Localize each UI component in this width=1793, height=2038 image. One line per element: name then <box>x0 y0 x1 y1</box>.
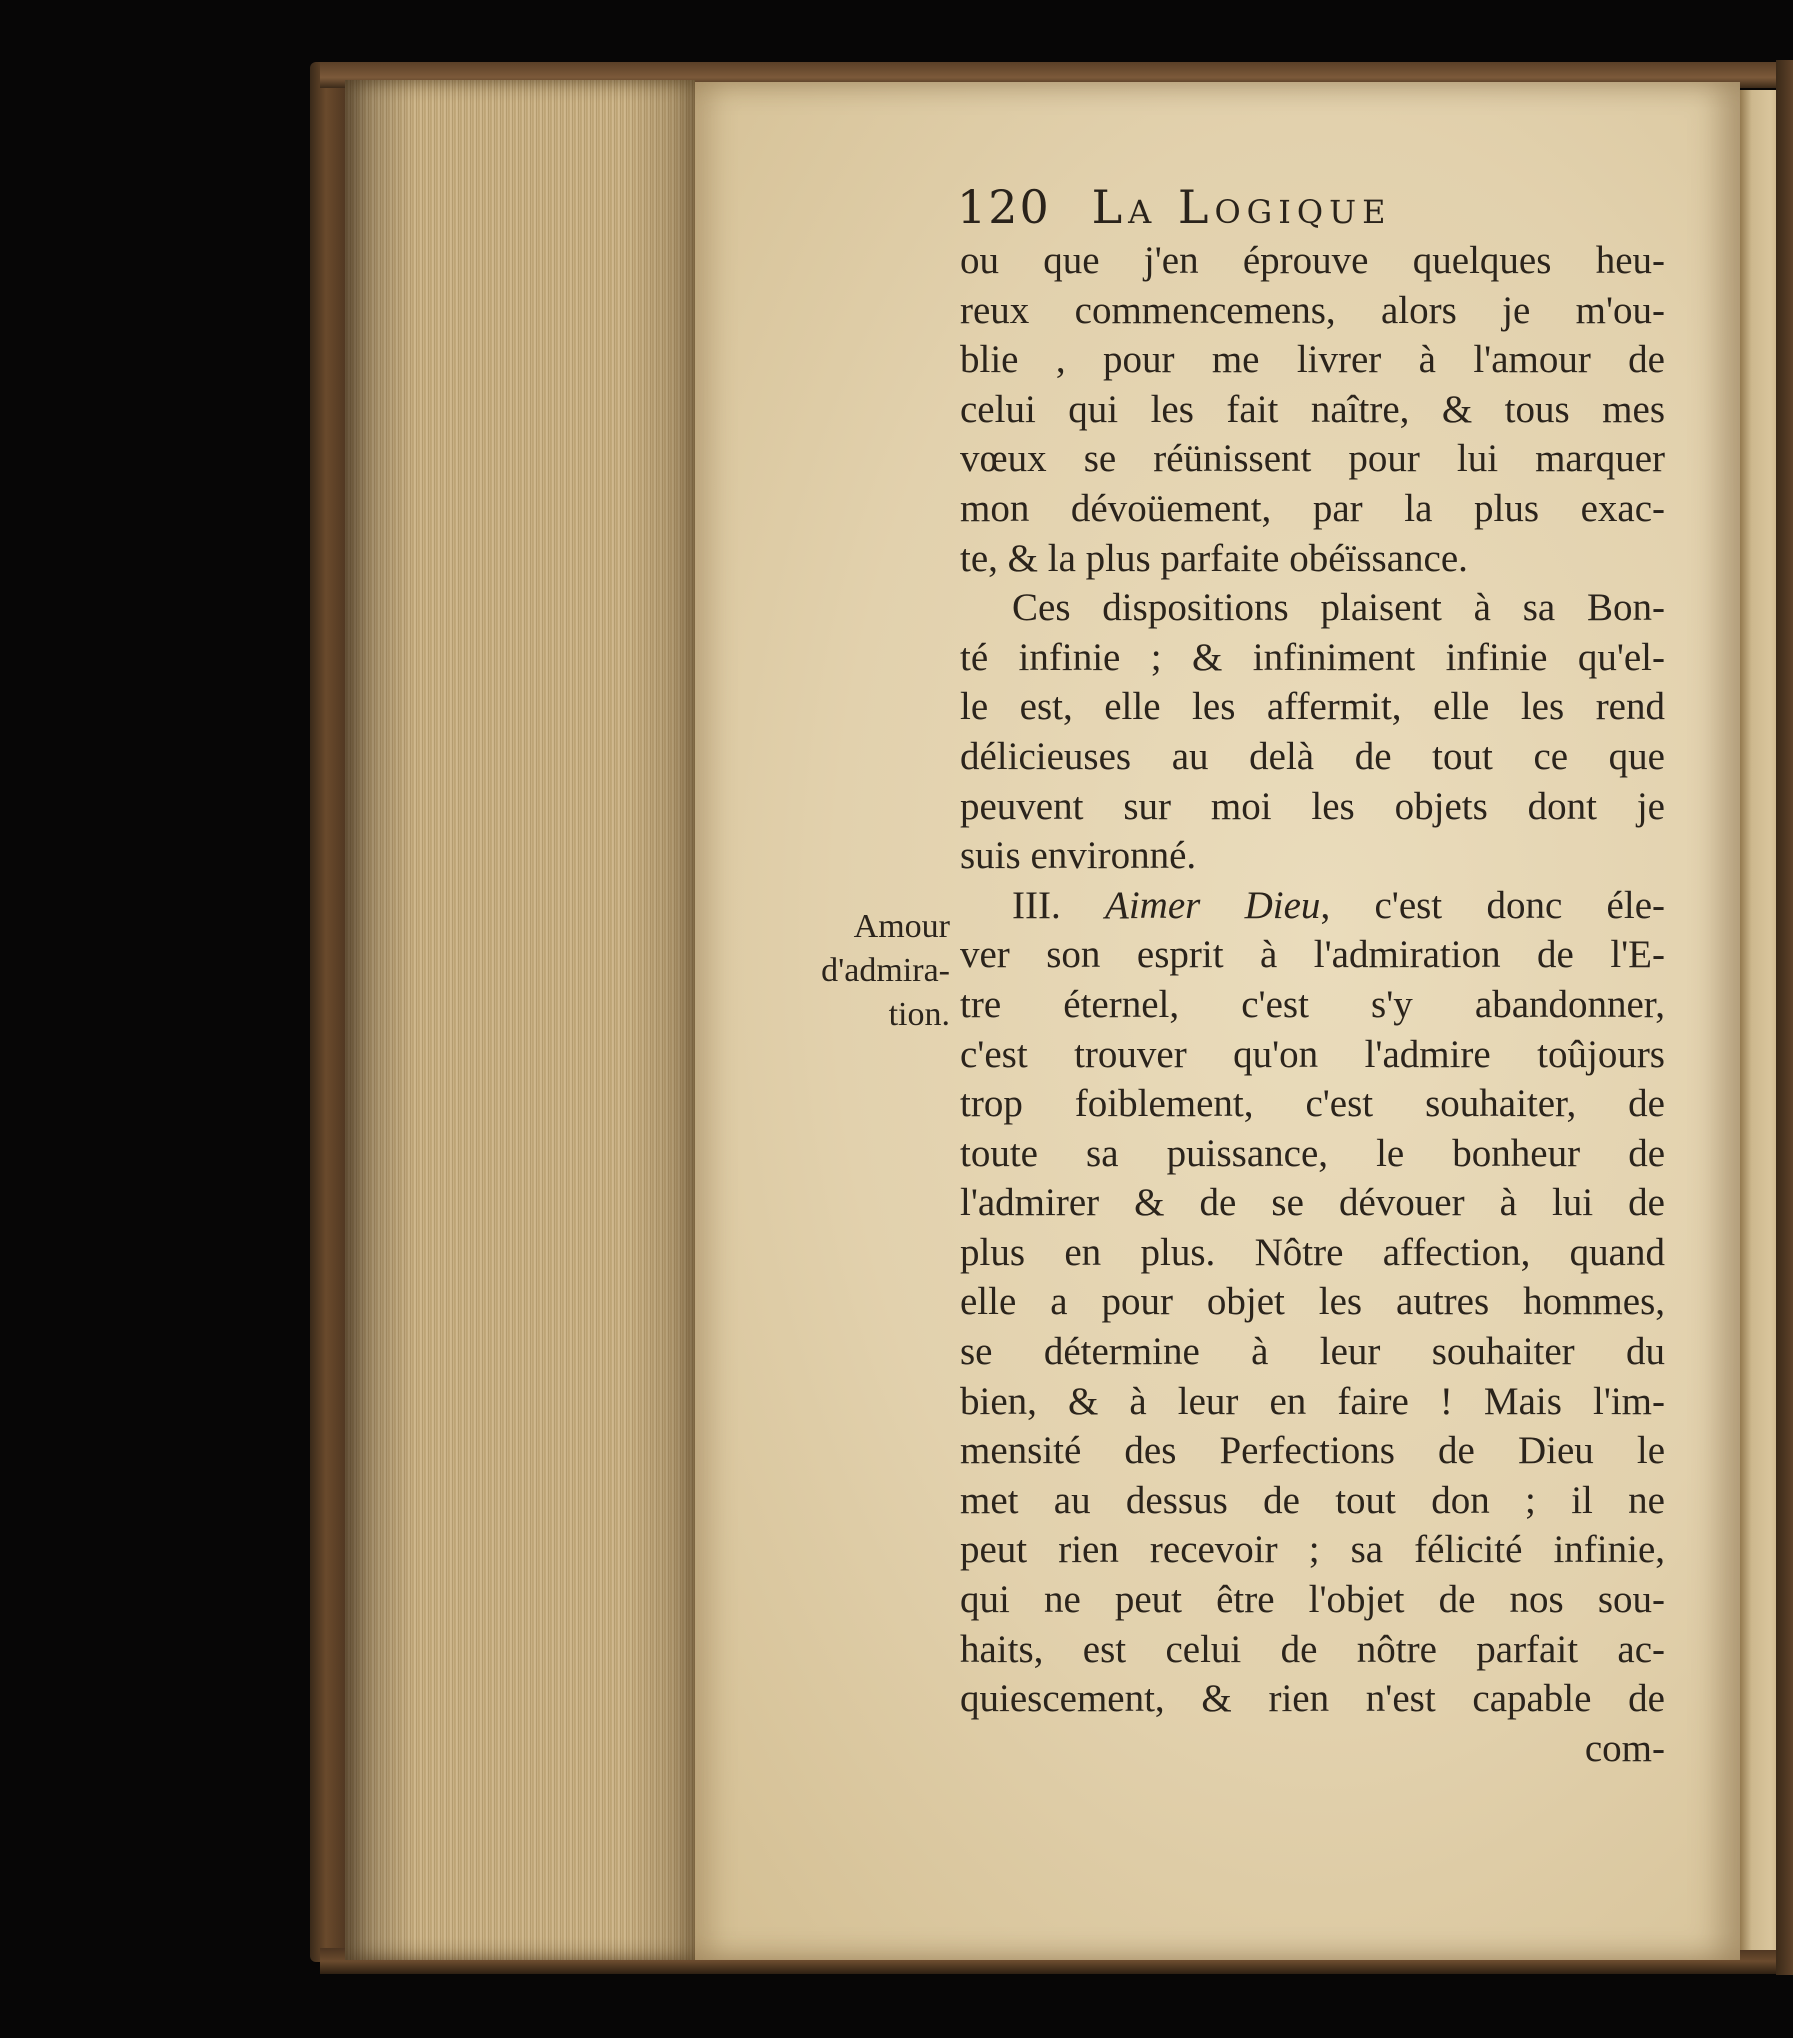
text-line: plus en plus. Nôtre affection, quand <box>960 1230 1665 1274</box>
text-line: celui qui les fait naître, & tous mes <box>960 387 1665 431</box>
text-line: quiescement, & rien n'est capable de <box>960 1677 1665 1721</box>
text-line: ou que j'en éprouve quelques heu- <box>960 239 1665 282</box>
section-numeral: III. <box>1012 883 1061 927</box>
text-line: délicieuses au delà de tout ce que <box>960 734 1665 778</box>
paragraph-opening-line <box>960 881 1665 931</box>
line-remainder: , c'est donc éle- <box>1320 883 1665 927</box>
text-line: bien, & à leur en faire ! Mais l'im- <box>960 1379 1665 1423</box>
text-line: reux commencemens, alors je m'ou- <box>960 288 1665 332</box>
page-block-shadow <box>345 80 695 1960</box>
text-line: qui ne peut être l'objet de nos sou- <box>960 1578 1665 1622</box>
book-cover-right <box>1776 60 1793 1975</box>
text-line: peut rien recevoir ; sa félicité infinie, <box>960 1528 1665 1572</box>
marginal-note <box>790 905 950 1037</box>
text-line: mensité des Perfections de Dieu le <box>960 1429 1665 1473</box>
text-line: c'est trouver qu'on l'admire toûjours <box>960 1032 1665 1076</box>
marginal-note-line: d'admira- <box>821 952 950 989</box>
page-title: La Logique <box>1091 180 1392 234</box>
text-line: tre éternel, c'est s'y abandonner, <box>960 982 1665 1026</box>
catchword: com- <box>1584 1726 1665 1770</box>
running-head <box>957 180 1677 240</box>
italic-phrase: Aimer Dieu <box>1105 883 1321 927</box>
text-line: mon dévoüement, par la plus exac- <box>960 486 1665 530</box>
text-line: elle a pour objet les autres hommes, <box>960 1280 1665 1324</box>
text-line: te, & la plus parfaite obéïssance. <box>960 536 1468 580</box>
text-line: té infinie ; & infiniment infinie qu'el- <box>960 635 1665 679</box>
text-line: haits, est celui de nôtre parfait ac- <box>960 1627 1665 1671</box>
text-line: met au dessus de tout don ; il ne <box>960 1478 1665 1522</box>
marginal-note-line: Amour <box>853 908 950 945</box>
marginal-note-line: tion. <box>888 996 950 1033</box>
text-line: suis environné. <box>960 834 1197 878</box>
text-line: Ces dispositions plaisent à sa Bon- <box>1012 586 1665 630</box>
text-line: peuvent sur moi les objets dont je <box>960 784 1665 828</box>
text-line: ver son esprit à l'admiration de l'E- <box>960 933 1665 977</box>
book-cover-edge <box>310 62 350 1962</box>
page-number: 120 <box>957 180 1051 234</box>
text-line: trop foiblement, c'est souhaiter, de <box>960 1082 1665 1126</box>
text-line: toute sa puissance, le bonheur de <box>960 1131 1665 1175</box>
text-line: vœux se réünissent pour lui marquer <box>960 437 1665 481</box>
text-line: se détermine à leur souhaiter du <box>960 1330 1665 1374</box>
text-line: l'admirer & de se dévouer à lui de <box>960 1181 1665 1225</box>
text-line: le est, elle les affermit, elle les rend <box>960 685 1665 729</box>
body-text <box>960 236 1665 1773</box>
text-line: blie , pour me livrer à l'amour de <box>960 338 1665 382</box>
